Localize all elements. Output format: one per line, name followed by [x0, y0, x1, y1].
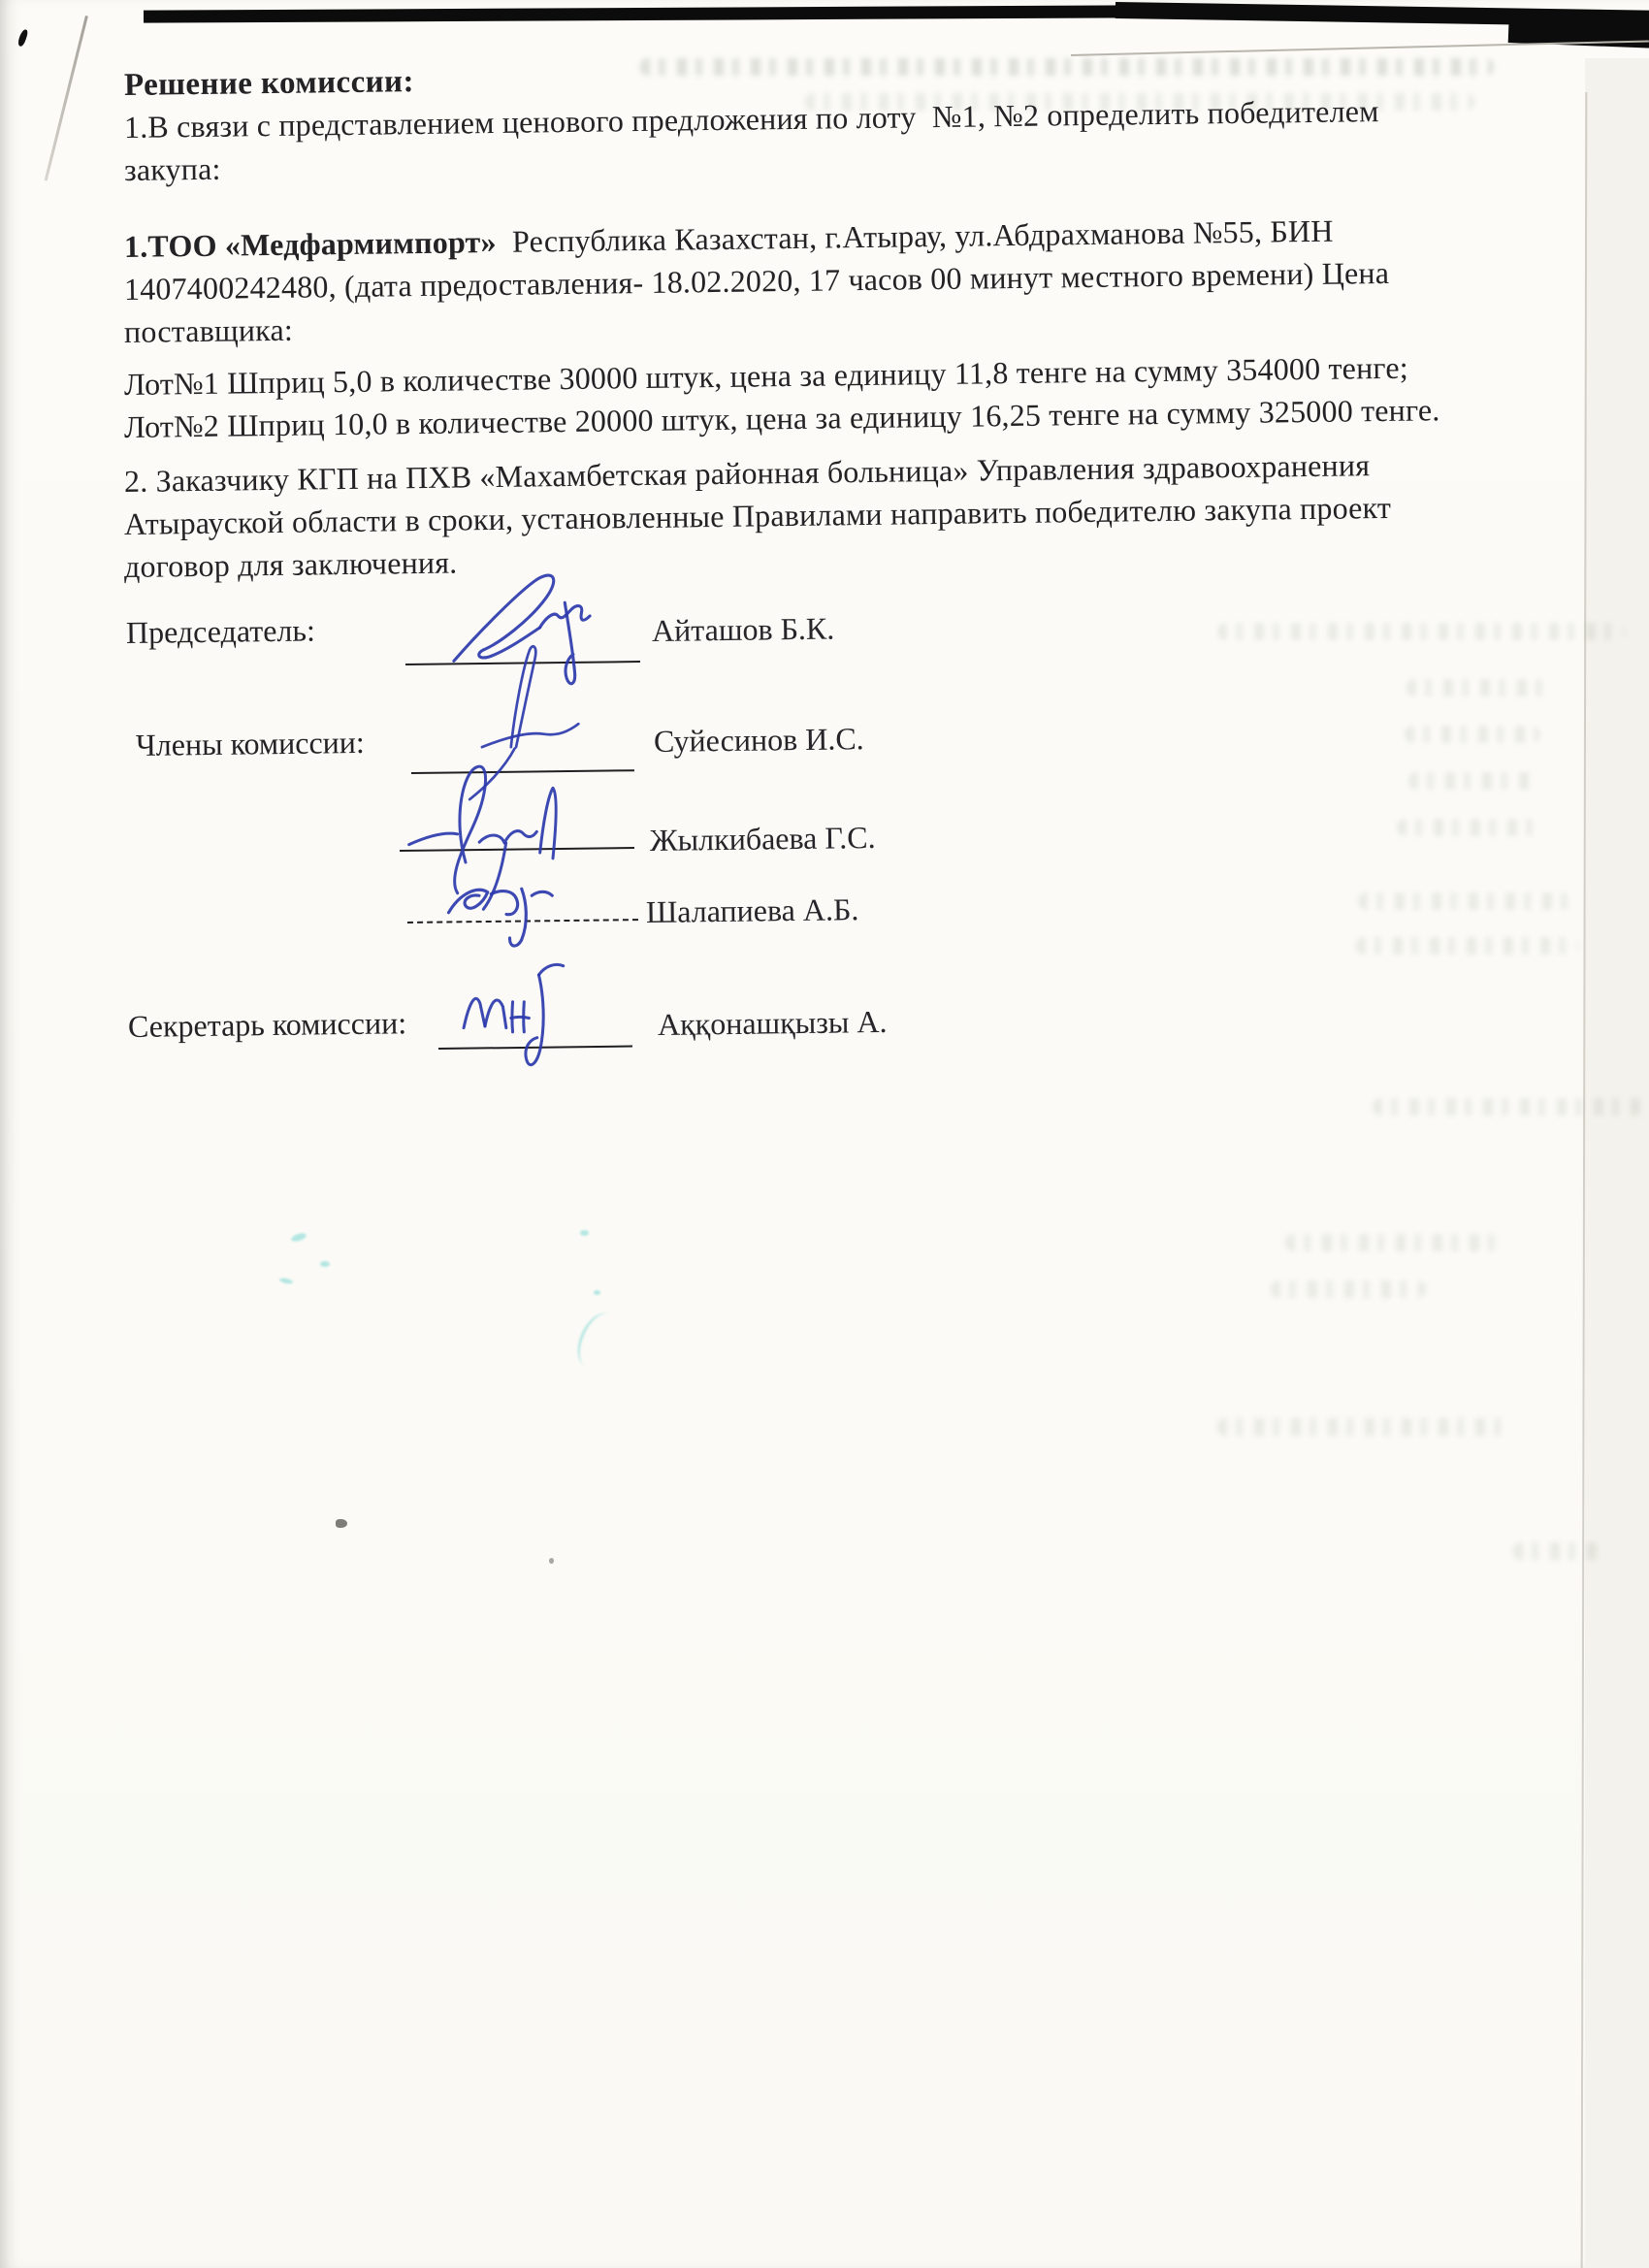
stamp-residue	[594, 1290, 600, 1295]
customer-line: 2. Заказчику КГП на ПХВ «Махамбетская районная больница» Управления здравоохранения	[123, 447, 1371, 499]
bleed-through-smudge	[1358, 892, 1571, 910]
secretary-label: Секретарь комиссии:	[127, 1005, 407, 1044]
bleed-through-smudge	[1373, 1098, 1644, 1116]
decision-intro-line: 1.В связи с представлением ценового предложения по лоту №1, №2 определить победителем	[123, 93, 1379, 145]
member3-name: Шалапиева А.Б.	[645, 891, 859, 929]
bleed-through-smudge	[1397, 819, 1542, 836]
scan-edge-bar-left	[144, 5, 1138, 22]
bleed-through-smudge	[1408, 772, 1535, 790]
lot1-line: Лот№1 Шприц 5,0 в количестве 30000 штук, цена за единицу 11,8 тенге на сумму 354000 тенге;	[123, 349, 1409, 402]
chairman-name: Айташов Б.К.	[651, 610, 835, 648]
underlying-page-strip	[1585, 58, 1649, 2268]
supplier-line: 1407400242480, (дата предоставления- 18.02.2020, 17 часов 00 минут местного времени) Цена	[123, 254, 1390, 307]
page-edge-line	[1071, 40, 1649, 56]
bleed-through-smudge	[1217, 1418, 1508, 1436]
stamp-residue-arc	[569, 1307, 626, 1375]
member2-name: Жылкибаева Г.С.	[649, 819, 876, 858]
stamp-residue	[279, 1278, 294, 1285]
bleed-through-smudge	[1285, 1234, 1499, 1251]
decision-intro-line: закупа:	[123, 150, 221, 187]
bleed-through-smudge	[1217, 623, 1625, 640]
secretary-name: Аққонашқызы А.	[657, 1003, 888, 1042]
supplier-line	[124, 213, 1334, 265]
paper-speck	[549, 1558, 554, 1564]
lot2-line: Лот№2 Шприц 10,0 в количестве 20000 штук, цена за единицу 16,25 тенге на сумму 325000 тенге.	[123, 392, 1440, 444]
chairman-label: Председатель:	[125, 612, 316, 650]
bleed-through-smudge	[1271, 1280, 1426, 1298]
bleed-through-smudge	[1513, 1542, 1600, 1560]
member1-name: Суйесинов И.С.	[653, 721, 864, 759]
customer-line: Атырауской области в сроки, установленные Правилами направить победителю закупа проект	[123, 489, 1392, 541]
bleed-through-smudge	[640, 58, 1494, 76]
bleed-through-smudge	[1405, 726, 1540, 743]
corner-fold-line	[45, 16, 88, 181]
bleed-through-smudge	[1406, 679, 1552, 697]
ink-speck-top-left	[16, 28, 28, 47]
secretary-signature	[454, 953, 633, 1079]
bleed-through-smudge	[1356, 937, 1579, 955]
supplier-name: 1.ТОО «Медфармимпорт»	[123, 223, 497, 264]
stamp-residue	[320, 1261, 330, 1267]
document-heading: Решение комиссии:	[123, 64, 415, 103]
members-label: Члены комиссии:	[135, 724, 366, 762]
customer-line: договор для заключения.	[123, 544, 458, 584]
supplier-line: поставщика:	[123, 311, 294, 349]
paper-speck	[336, 1519, 347, 1528]
supplier-address: Республика Казахстан, г.Атырау, ул.Абдрахманова №55, БИН	[496, 212, 1334, 259]
member3-signature	[438, 852, 608, 956]
stamp-residue	[290, 1232, 307, 1244]
stamp-residue	[580, 1230, 589, 1236]
